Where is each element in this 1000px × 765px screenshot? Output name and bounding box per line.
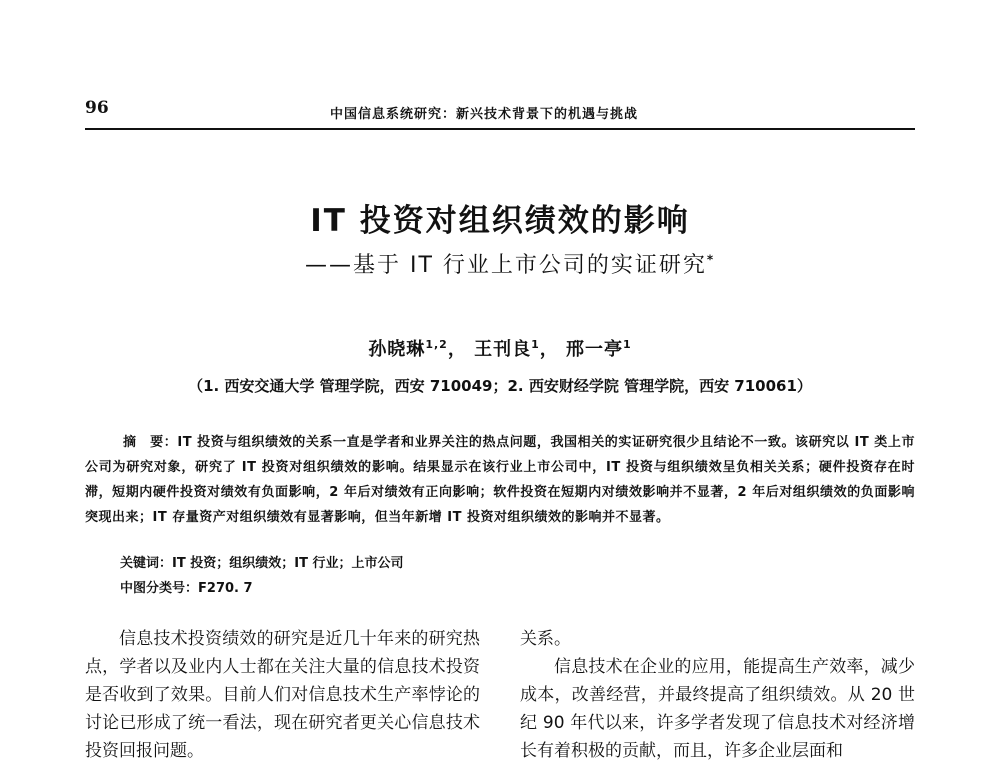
author-name: 孙晓琳 (368, 339, 426, 360)
paper-title: IT 投资对组织绩效的影响 (310, 203, 690, 239)
author-separator: ， (447, 339, 467, 360)
keywords (120, 552, 403, 571)
body-right-column (520, 625, 915, 765)
body-paragraph: 信息技术在企业的应用，能提高生产效率，减少成本，改善经营，并最终提高了组织绩效。从 20 世纪 90 年代以来，许多学者发现了信息技术对经济增长有着积极的贡献，而且，许多企业层面和 (520, 657, 915, 761)
author-affiliation-mark: 1 (623, 338, 632, 351)
page-number: 96 (85, 98, 109, 118)
body-left-column (85, 625, 480, 765)
body-paragraph-continuation: 关系。 (520, 629, 571, 649)
keywords-label: 关键词： (120, 556, 173, 571)
author-name: 王刊良 (474, 339, 532, 360)
abstract (85, 430, 915, 530)
keywords-text: IT 投资；组织绩效；IT 行业；上市公司 (172, 556, 404, 571)
author-separator: ， (539, 339, 559, 360)
author-affiliation-mark: 1,2 (425, 338, 448, 351)
body-paragraph: 信息技术投资绩效的研究是近几十年来的研究热点，学者以及业内人士都在关注大量的信息技术投资是否收到了效果。目前人们对信息技术生产率悖论的讨论已形成了统一看法，现在研究者更关心信息技术投资回报问题。 (85, 629, 480, 761)
paper-subtitle (305, 248, 715, 279)
abstract-text: IT 投资与组织绩效的关系一直是学者和业界关注的热点问题，我国相关的实证研究很少且结论不一致。该研究以 IT 类上市公司为研究对象，研究了 IT 投资对组织绩效的影响。结果显示在该行业上市公司中，IT 投资与组织绩效呈负相关关系；硬件投资存在时滞，短期内硬件投资对绩效有负面影响，2 年后对绩效有正向影响；软件投资在短期内对绩效影响并不显著，2 年后对组织绩效的负面影响突现出来；IT 存量资产对组织绩效有显著影响，但当年新增 IT 投资对组织绩效的影响并不显著。 (85, 435, 915, 525)
author-name: 邢一亭 (566, 339, 624, 360)
author-affiliation-mark: 1 (531, 338, 540, 351)
classification-label: 中图分类号： (120, 581, 199, 596)
header-rule (85, 128, 915, 130)
running-head: 中国信息系统研究：新兴技术背景下的机遇与挑战 (330, 107, 639, 122)
subtitle-footnote-mark: * (706, 252, 716, 267)
classification-number (120, 577, 253, 596)
abstract-label: 摘 要： (123, 435, 178, 450)
author-list (0, 335, 1000, 361)
classification-text: F270. 7 (198, 581, 253, 596)
author-affiliations: （1. 西安交通大学 管理学院，西安 710049；2. 西安财经学院 管理学院，西安 710061） (188, 377, 812, 395)
subtitle-text: ——基于 IT 行业上市公司的实证研究 (305, 253, 707, 278)
